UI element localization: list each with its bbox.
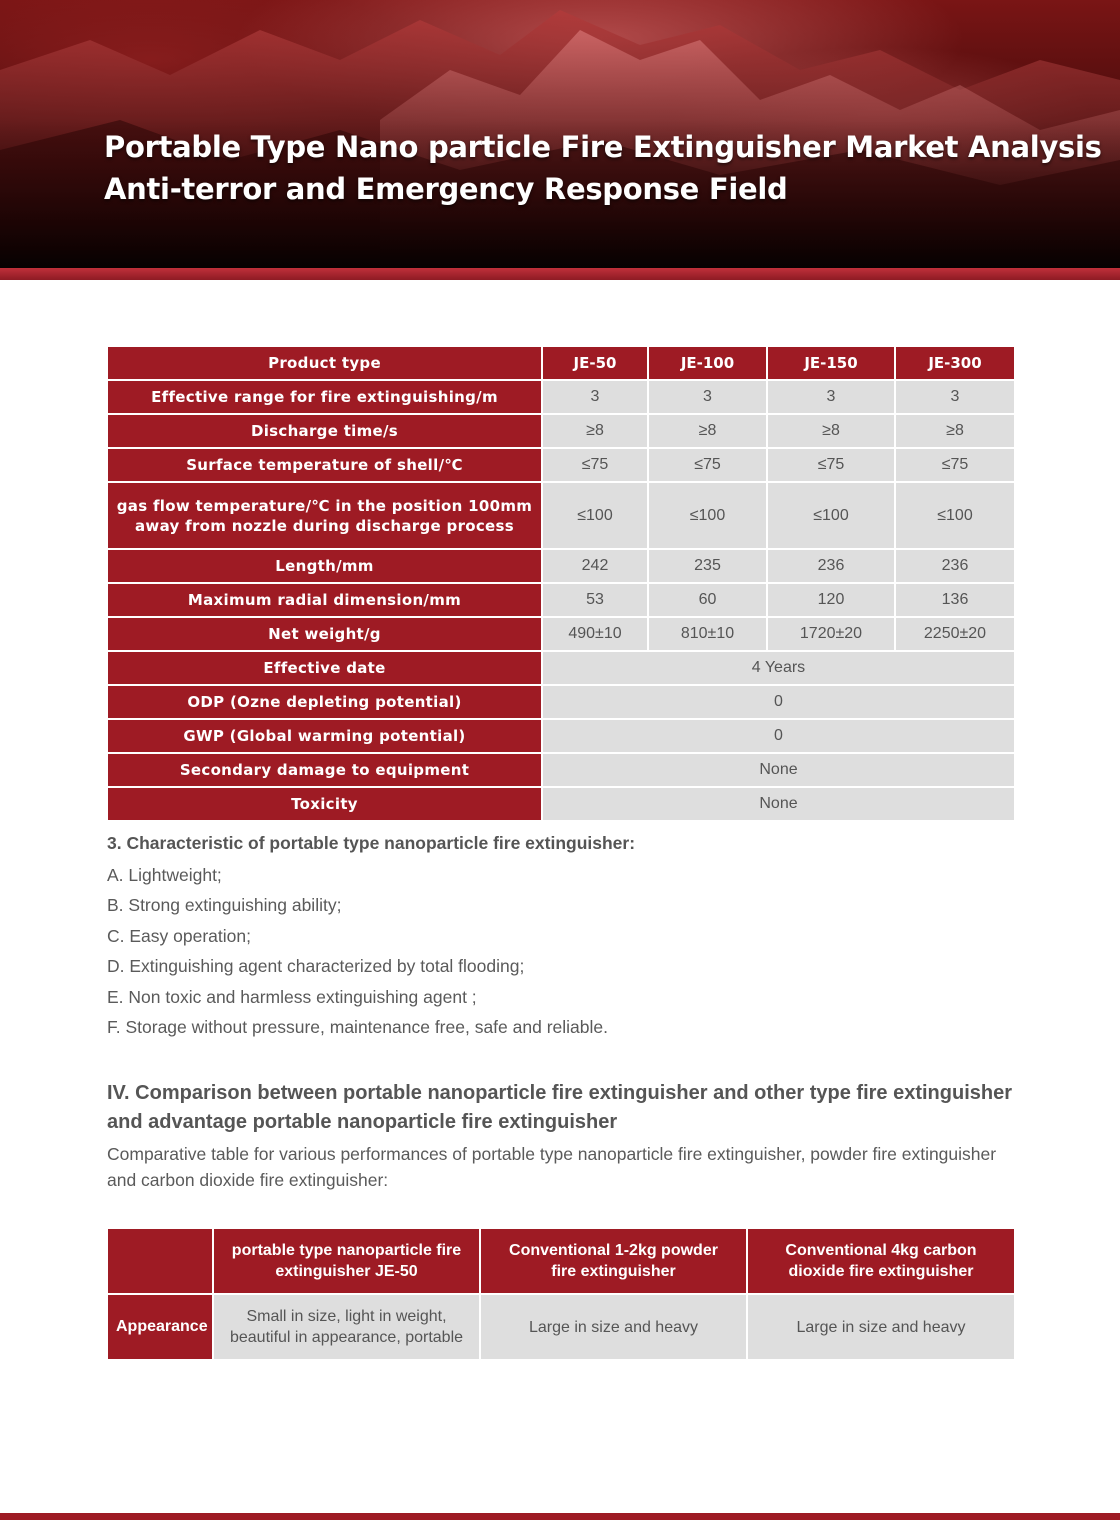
spec-header-label: Product type: [107, 346, 542, 380]
spec-cell: ≥8: [767, 414, 895, 448]
spec-header-row: [107, 346, 1015, 380]
spec-cell: 136: [895, 583, 1015, 617]
spec-cell-merged: 4 Years: [542, 651, 1015, 685]
spec-cell: 490±10: [542, 617, 648, 651]
spec-cell: 1720±20: [767, 617, 895, 651]
spec-row-label: Discharge time/s: [107, 414, 542, 448]
table-row: [107, 753, 1015, 787]
spec-cell: 120: [767, 583, 895, 617]
comparison-cell-line1: Large in size and heavy: [529, 1318, 698, 1336]
spec-cell-merged: None: [542, 753, 1015, 787]
characteristics-list: [107, 863, 608, 1045]
comparison-table: [106, 1227, 1016, 1361]
table-row: [107, 414, 1015, 448]
comparison-col-line2: fire extinguisher: [551, 1263, 676, 1280]
section4-description: Comparative table for various performances of portable type nanoparticle fire extinguisher, powder fire extinguisher and carbon dioxide fire extinguisher:: [107, 1144, 997, 1190]
table-row: [107, 719, 1015, 753]
spec-row-label: Maximum radial dimension/mm: [107, 583, 542, 617]
table-row: [107, 787, 1015, 821]
list-item: C. Easy operation;: [107, 925, 251, 946]
table-row: [107, 549, 1015, 583]
comparison-col-line2: dioxide fire extinguisher: [788, 1263, 974, 1280]
comparison-col-line1: Conventional 4kg carbon: [785, 1242, 977, 1259]
spec-cell-merged: 0: [542, 719, 1015, 753]
comparison-col-line1: portable type nanoparticle fire: [231, 1242, 462, 1259]
spec-cell: 3: [895, 380, 1015, 414]
spec-cell-merged: 0: [542, 685, 1015, 719]
spec-cell: 236: [895, 549, 1015, 583]
spec-cell: 3: [542, 380, 648, 414]
spec-cell: ≤75: [895, 448, 1015, 482]
page-title-line1: Portable Type Nano particle Fire Extinguisher Market Analysis: [104, 130, 1102, 164]
table-row: [107, 651, 1015, 685]
spec-cell: ≤75: [648, 448, 767, 482]
comparison-header-row: [107, 1228, 1015, 1294]
spec-row-label: Effective range for fire extinguishing/m: [107, 380, 542, 414]
banner-divider: [0, 268, 1120, 280]
spec-model-je50: JE-50: [542, 346, 648, 380]
table-row: [107, 448, 1015, 482]
spec-row-label: Toxicity: [107, 787, 542, 821]
spec-cell: ≤100: [767, 482, 895, 549]
comparison-col-nanoparticle: [213, 1228, 480, 1294]
list-item: F. Storage without pressure, maintenance free, safe and reliable.: [107, 1016, 608, 1037]
list-item: A. Lightweight;: [107, 865, 222, 885]
comparison-cell-line2: beautiful in appearance, portable: [229, 1329, 464, 1346]
comparison-cell: [747, 1294, 1015, 1360]
comparison-row-label: Appearance: [107, 1294, 213, 1360]
spec-cell: 810±10: [648, 617, 767, 651]
spec-row-label: ODP (Ozne depleting potential): [107, 685, 542, 719]
spec-cell: ≤75: [767, 448, 895, 482]
spec-cell: ≤100: [542, 482, 648, 549]
section4-heading: IV. Comparison between portable nanoparticle fire extinguisher and other type fire extinguisher and advantage portable nanoparticle fire extinguisher: [107, 1082, 1013, 1133]
spec-row-label-line1: gas flow temperature/℃ in the position 100mm: [116, 496, 533, 515]
table-row: [107, 583, 1015, 617]
spec-cell: ≥8: [895, 414, 1015, 448]
spec-cell: 3: [648, 380, 767, 414]
spec-row-label: Secondary damage to equipment: [107, 753, 542, 787]
spec-cell: ≥8: [542, 414, 648, 448]
spec-cell: 2250±20: [895, 617, 1015, 651]
comparison-col-powder: [480, 1228, 747, 1294]
spec-row-label: Net weight/g: [107, 617, 542, 651]
spec-cell: 242: [542, 549, 648, 583]
spec-model-je100: JE-100: [648, 346, 767, 380]
spec-cell: ≤75: [542, 448, 648, 482]
comparison-cell-line1: Small in size, light in weight,: [246, 1308, 447, 1325]
footer-divider: [0, 1513, 1120, 1520]
spec-cell: ≤100: [895, 482, 1015, 549]
spec-row-label: Length/mm: [107, 549, 542, 583]
comparison-corner-cell: [107, 1228, 213, 1294]
spec-table: [106, 345, 1016, 822]
spec-cell-merged: None: [542, 787, 1015, 821]
table-row: [107, 380, 1015, 414]
list-item: B. Strong extinguishing ability;: [107, 895, 342, 916]
page-title-line2: Anti-terror and Emergency Response Field: [104, 172, 788, 206]
spec-cell: 235: [648, 549, 767, 583]
comparison-col-co2: [747, 1228, 1015, 1294]
page-title: [104, 126, 1102, 210]
comparison-cell: [213, 1294, 480, 1360]
table-row: [107, 685, 1015, 719]
spec-model-je150: JE-150: [767, 346, 895, 380]
spec-row-label-line2: away from nozzle during discharge process: [135, 516, 514, 535]
header-banner: [0, 0, 1120, 268]
comparison-cell-line1: Large in size and heavy: [796, 1318, 966, 1336]
spec-cell: ≤100: [648, 482, 767, 549]
list-item: D. Extinguishing agent characterized by total flooding;: [107, 956, 525, 977]
spec-cell: 53: [542, 583, 648, 617]
spec-row-label: Surface temperature of shell/℃: [107, 448, 542, 482]
section3-heading: 3. Characteristic of portable type nanoparticle fire extinguisher:: [107, 833, 636, 853]
spec-cell: ≥8: [648, 414, 767, 448]
spec-cell: 3: [767, 380, 895, 414]
comparison-col-line1: Conventional 1-2kg powder: [509, 1242, 718, 1259]
table-row: [107, 482, 1015, 549]
spec-cell: 236: [767, 549, 895, 583]
spec-row-label: GWP (Global warming potential): [107, 719, 542, 753]
table-row: [107, 617, 1015, 651]
spec-model-je300: JE-300: [895, 346, 1015, 380]
spec-row-label: [107, 482, 542, 549]
table-row: [107, 1294, 1015, 1360]
spec-cell: 60: [648, 583, 767, 617]
spec-row-label: Effective date: [107, 651, 542, 685]
comparison-cell: [480, 1294, 747, 1360]
comparison-col-line2: extinguisher JE-50: [275, 1263, 418, 1280]
list-item: E. Non toxic and harmless extinguishing agent ;: [107, 986, 477, 1007]
